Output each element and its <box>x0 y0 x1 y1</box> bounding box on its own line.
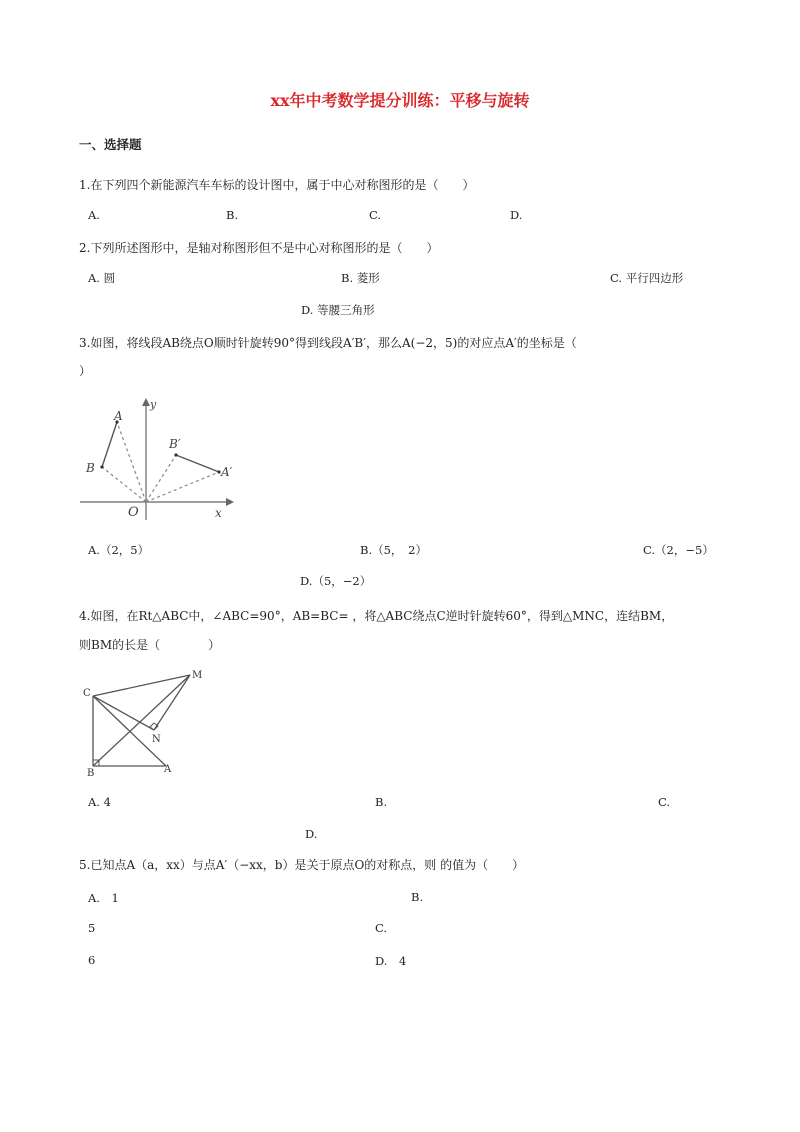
segment-mn <box>154 675 190 730</box>
segment-ab <box>102 422 117 467</box>
question-4-option-b: B. <box>375 795 388 809</box>
question-3-option-d: D.（5，−2） <box>300 574 372 588</box>
question-3-figure <box>76 392 246 524</box>
label-n: N <box>152 734 161 745</box>
question-1-option-c: C. <box>369 208 382 222</box>
question-2-option-d: D. 等腰三角形 <box>301 303 375 317</box>
question-3-option-a: A.（2，5） <box>88 543 150 557</box>
label-y: y <box>150 398 157 411</box>
question-5-stem: 5.已知点A（a，xx）与点A′（−xx，b）是关于原点O的对称点，则 的值为（ ） <box>79 858 525 872</box>
question-3-option-b: B.（5， 2） <box>360 543 427 557</box>
question-4-option-c: C. <box>658 795 671 809</box>
question-5-option-c-value: 6 <box>88 953 96 967</box>
label-b: B <box>87 768 95 778</box>
label-m: M <box>192 670 203 681</box>
question-4-figure <box>80 666 210 778</box>
question-4-option-a: A. 4 <box>88 795 111 809</box>
label-c: C <box>83 688 91 699</box>
question-2-option-a: A. 圆 <box>88 271 116 285</box>
label-x: x <box>215 506 222 520</box>
question-1-stem: 1.在下列四个新能源汽车车标的设计图中，属于中心对称图形的是（ ） <box>79 178 475 192</box>
question-1-option-a: A. <box>88 208 100 222</box>
question-1-option-b: B. <box>226 208 239 222</box>
page-title: xx年中考数学提分训练：平移与旋转 <box>270 91 530 110</box>
question-1-option-d: D. <box>510 208 523 222</box>
label-b: B <box>86 461 95 475</box>
question-5-option-a: A. 1 <box>88 891 119 905</box>
segment-cm <box>93 675 190 696</box>
section-heading: 一、选择题 <box>79 137 142 152</box>
segment-bm <box>93 675 190 766</box>
question-5-option-d: D. 4 <box>375 954 407 968</box>
question-4-option-d: D. <box>305 827 318 841</box>
question-3-option-c: C.（2，−5） <box>643 543 714 557</box>
label-o: O <box>128 505 139 520</box>
point-b-prime <box>174 453 177 456</box>
segment-a-prime-b-prime <box>176 455 219 472</box>
ray-ob-prime <box>146 455 176 502</box>
question-4-stem-line-2: 则BM的长是（ ） <box>79 638 221 652</box>
question-3-stem-line-1: 3.如图，将线段AB绕点O顺时针旋转90°得到线段A′B′，那么A(−2，5)的对应点A′的坐标是（ <box>79 336 577 350</box>
question-2-option-b: B. 菱形 <box>341 271 380 285</box>
question-2-stem: 2.下列所述图形中，是轴对称图形但不是中心对称图形的是（ ） <box>79 241 439 255</box>
label-a-prime: A′ <box>221 465 233 479</box>
question-3-stem-line-2: ） <box>79 364 92 378</box>
point-b <box>100 465 103 468</box>
question-5-option-b-value: 5 <box>88 921 96 935</box>
question-5-option-b: B. <box>411 890 424 904</box>
x-axis-arrow <box>226 498 234 506</box>
label-b-prime: B′ <box>169 437 181 451</box>
ray-oa-prime <box>146 472 219 502</box>
question-4-stem-line-1: 4.如图，在Rt△ABC中，∠ABC=90°，AB=BC= ，将△ABC绕点C逆时针旋转60°，得到△MNC，连结BM， <box>79 609 674 623</box>
question-5-option-c: C. <box>375 921 388 935</box>
y-axis-arrow <box>142 398 150 406</box>
label-a: A <box>114 409 123 423</box>
label-a: A <box>164 764 172 775</box>
question-2-option-c: C. 平行四边形 <box>610 271 684 285</box>
